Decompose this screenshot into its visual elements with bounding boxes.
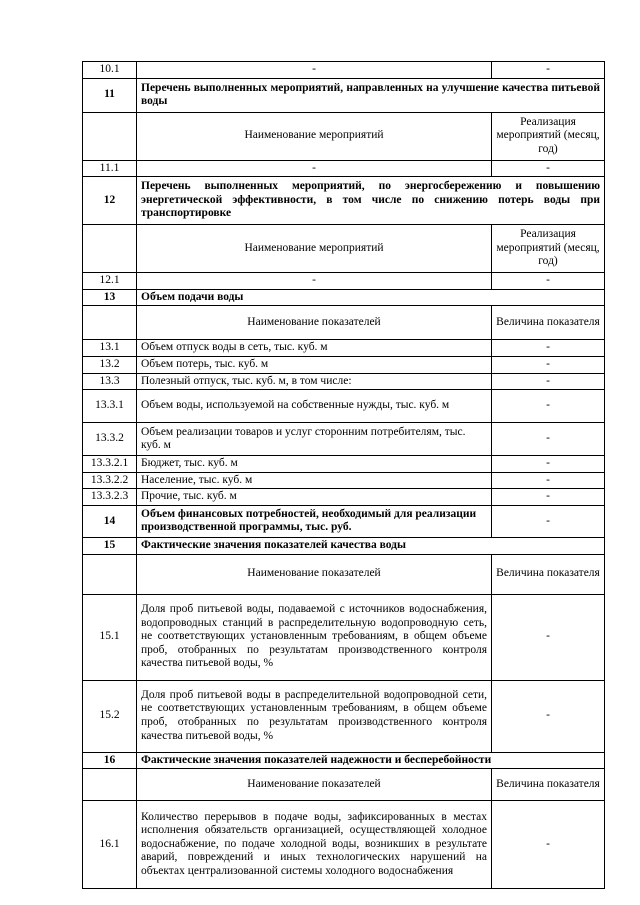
column-header-row: [83, 554, 605, 594]
measure-name: Доля проб питьевой воды, подаваемой с источников водоснабжения, водопроводных станций в распределительную водопроводную сеть, не соответствующих установленным требованиям, в общем объеме проб, отобранных по результатам производственного контроля качества питьевой воды, %: [137, 594, 492, 680]
column-header-row: [83, 769, 605, 801]
section-title: Фактические значения показателей надежности и бесперебойности: [137, 752, 605, 769]
table-row: [83, 356, 605, 373]
section-header-row: [83, 537, 605, 554]
measure-value: -: [492, 472, 605, 489]
column-header-name: Наименование показателей: [137, 306, 492, 340]
section-title: Фактические значения показателей качества воды: [137, 537, 605, 554]
section-title: Объем подачи воды: [137, 289, 605, 306]
column-header-value: Реализация мероприятий (месяц, год): [492, 225, 605, 273]
measure-value: -: [492, 390, 605, 423]
table-row: [83, 160, 605, 177]
measure-name: Объем финансовых потребностей, необходимый для реализации производственной программы, тыс. руб.: [137, 505, 492, 537]
measure-value: -: [492, 594, 605, 680]
measure-name: Полезный отпуск, тыс. куб. м, в том числе:: [137, 373, 492, 390]
measure-name: Объем отпуск воды в сеть, тыс. куб. м: [137, 340, 492, 357]
measure-name: Прочие, тыс. куб. м: [137, 489, 492, 506]
measure-name: Объем реализации товаров и услуг сторонним потребителям, тыс. куб. м: [137, 423, 492, 456]
row-number: 15.1: [83, 594, 137, 680]
row-number: 13.2: [83, 356, 137, 373]
empty-cell: [83, 769, 137, 801]
measure-value: -: [492, 680, 605, 752]
table-row: [83, 505, 605, 537]
section-header-row: [83, 289, 605, 306]
column-header-row: [83, 112, 605, 160]
row-number: 13.1: [83, 340, 137, 357]
row-number: 13.3.2: [83, 423, 137, 456]
section-number: 16: [83, 752, 137, 769]
table-row: [83, 594, 605, 680]
measure-name: Доля проб питьевой воды в распределительной водопроводной сети, не соответствующих установленным требованиям, в общем объеме проб, отобранных по результатам производственного контроля качества питьевой воды, %: [137, 680, 492, 752]
table-row: [83, 423, 605, 456]
measure-value: -: [492, 801, 605, 889]
section-header-row: [83, 177, 605, 225]
section-header-row: [83, 78, 605, 112]
empty-cell: [83, 225, 137, 273]
column-header-name: Наименование показателей: [137, 554, 492, 594]
measure-name: -: [137, 273, 492, 290]
measure-name: -: [137, 62, 492, 79]
row-number: 13.3.2.3: [83, 489, 137, 506]
column-header-value: Величина показателя: [492, 769, 605, 801]
row-number: 14: [83, 505, 137, 537]
measure-value: -: [492, 423, 605, 456]
row-number: 15.2: [83, 680, 137, 752]
table-row: [83, 273, 605, 290]
table-row: [83, 62, 605, 79]
table-row: [83, 472, 605, 489]
section-number: 13: [83, 289, 137, 306]
row-number: 11.1: [83, 160, 137, 177]
table-row: [83, 801, 605, 889]
measure-value: -: [492, 356, 605, 373]
measure-value: -: [492, 160, 605, 177]
measure-value: -: [492, 505, 605, 537]
document-table: [82, 61, 605, 889]
measure-value: -: [492, 456, 605, 473]
measure-name: -: [137, 160, 492, 177]
measure-value: -: [492, 273, 605, 290]
row-number: 13.3.2.2: [83, 472, 137, 489]
row-number: 12.1: [83, 273, 137, 290]
table-row: [83, 373, 605, 390]
column-header-value: Величина показателя: [492, 306, 605, 340]
measure-name: Объем воды, используемой на собственные нужды, тыс. куб. м: [137, 390, 492, 423]
section-number: 11: [83, 78, 137, 112]
measure-value: -: [492, 340, 605, 357]
section-header-row: [83, 752, 605, 769]
empty-cell: [83, 306, 137, 340]
column-header-value: Величина показателя: [492, 554, 605, 594]
section-number: 12: [83, 177, 137, 225]
measure-value: -: [492, 373, 605, 390]
table-row: [83, 680, 605, 752]
measure-name: Количество перерывов в подаче воды, зафиксированных в местах исполнения обязательств организацией, осуществляющей холодное водоснабжение, по подаче холодной воды, возникших в результате аварий, повреждений и иных технологических нарушений на объектах централизованной системы холодного водоснабжения: [137, 801, 492, 889]
measure-name: Население, тыс. куб. м: [137, 472, 492, 489]
table-row: [83, 390, 605, 423]
empty-cell: [83, 554, 137, 594]
column-header-name: Наименование показателей: [137, 769, 492, 801]
column-header-value: Реализация мероприятий (месяц, год): [492, 112, 605, 160]
row-number: 10.1: [83, 62, 137, 79]
section-number: 15: [83, 537, 137, 554]
row-number: 16.1: [83, 801, 137, 889]
column-header-name: Наименование мероприятий: [137, 225, 492, 273]
section-title: Перечень выполненных мероприятий, направленных на улучшение качества питьевой воды: [137, 78, 605, 112]
row-number: 13.3: [83, 373, 137, 390]
section-title: Перечень выполненных мероприятий, по энергосбережению и повышению энергетической эффективности, в том числе по снижению потерь воды при транспортировке: [137, 177, 605, 225]
measure-name: Объем потерь, тыс. куб. м: [137, 356, 492, 373]
column-header-row: [83, 306, 605, 340]
table-row: [83, 456, 605, 473]
measure-value: -: [492, 489, 605, 506]
row-number: 13.3.2.1: [83, 456, 137, 473]
column-header-name: Наименование мероприятий: [137, 112, 492, 160]
measure-name: Бюджет, тыс. куб. м: [137, 456, 492, 473]
row-number: 13.3.1: [83, 390, 137, 423]
column-header-row: [83, 225, 605, 273]
measure-value: -: [492, 62, 605, 79]
table-row: [83, 489, 605, 506]
empty-cell: [83, 112, 137, 160]
table-row: [83, 340, 605, 357]
